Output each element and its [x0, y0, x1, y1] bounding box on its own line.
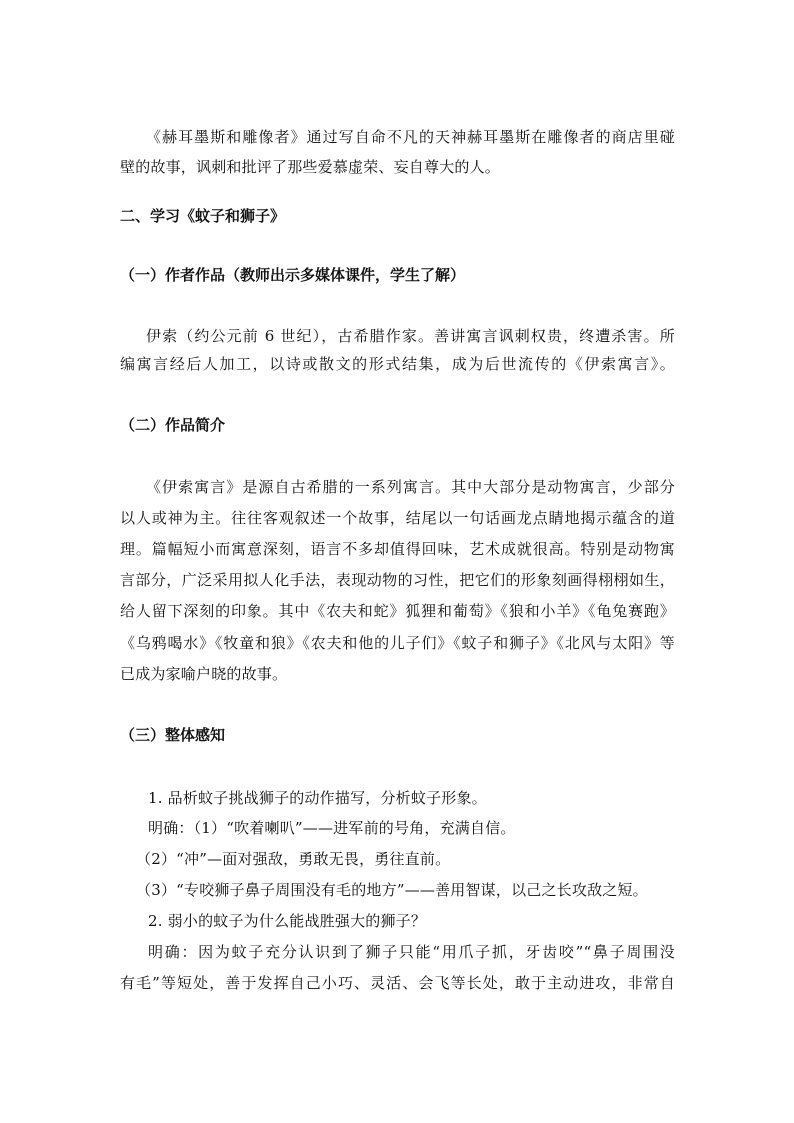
- answer-2-line-2: 有毛”等短处，善于发挥自己小巧、灵活、会飞等长处，敢于主动进攻，非常自: [120, 974, 675, 992]
- part-2-heading: （二）作品简介: [120, 416, 226, 434]
- part-2-line-7: 已成为家喻户晓的故事。: [120, 665, 288, 683]
- part-2-line-1: 《伊索寓言》是源自古希腊的一系列寓言。其中大部分是动物寓言，少部分: [146, 478, 675, 496]
- answer-1-line-3: （3）“专咬狮子鼻子周围没有毛的地方”——善用智谋，以己之长攻敌之短。: [136, 881, 648, 899]
- part-1-heading: （一）作者作品（教师出示多媒体课件，学生了解）: [120, 266, 466, 284]
- part-2-line-4: 言部分，广泛采用拟人化手法，表现动物的习性，把它们的形象刻画得栩栩如生，: [120, 571, 675, 589]
- part-1-line-2: 编寓言经后人加工，以诗或散文的形式结集，成为后世流传的《伊索寓言》。: [120, 355, 675, 373]
- part-2-line-6: 《乌鸦喝水》《牧童和狼》《农夫和他的儿子们》《蚊子和狮子》《北风与太阳》等: [120, 634, 675, 652]
- answer-2-line-1: 明确：因为蚊子充分认识到了狮子只能“用爪子抓，牙齿咬”“鼻子周围没: [148, 943, 675, 961]
- section-2-heading: 二、学习《蚊子和狮子》: [120, 207, 286, 225]
- answer-1-line-1: 明确：（1）“吹着喇叭”——进军前的号角，充满自信。: [148, 819, 516, 837]
- intro-line-1: 《赫耳墨斯和雕像者》通过写自命不凡的天神赫耳墨斯在雕像者的商店里碰: [146, 128, 675, 146]
- part-2-line-5: 给人留下深刻的印象。其中《农夫和蛇》狐狸和葡萄》《狼和小羊》《龟兔赛跑》: [120, 602, 675, 620]
- part-2-line-3: 理。篇幅短小而寓意深刻，语言不多却值得回味，艺术成就很高。特别是动物寓: [120, 540, 675, 558]
- question-1: 1. 品析蚊子挑战狮子的动作描写，分析蚊子形象。: [148, 789, 487, 807]
- question-2: 2. 弱小的蚊子为什么能战胜强大的狮子？: [148, 912, 427, 930]
- answer-1-line-2: （2）“冲”—面对强敌，勇敢无畏，勇往直前。: [136, 850, 451, 868]
- part-3-heading: （三）整体感知: [120, 726, 226, 744]
- part-1-line-1: 伊索（约公元前 6 世纪），古希腊作家。善讲寓言讽刺权贵，终遭杀害。所: [146, 327, 675, 345]
- part-2-line-2: 以人或神为主。往往客观叙述一个故事，结尾以一句话画龙点睛地揭示蕴含的道: [120, 509, 675, 527]
- intro-line-2: 壁的故事，讽刺和批评了那些爱慕虚荣、妄自尊大的人。: [120, 158, 501, 176]
